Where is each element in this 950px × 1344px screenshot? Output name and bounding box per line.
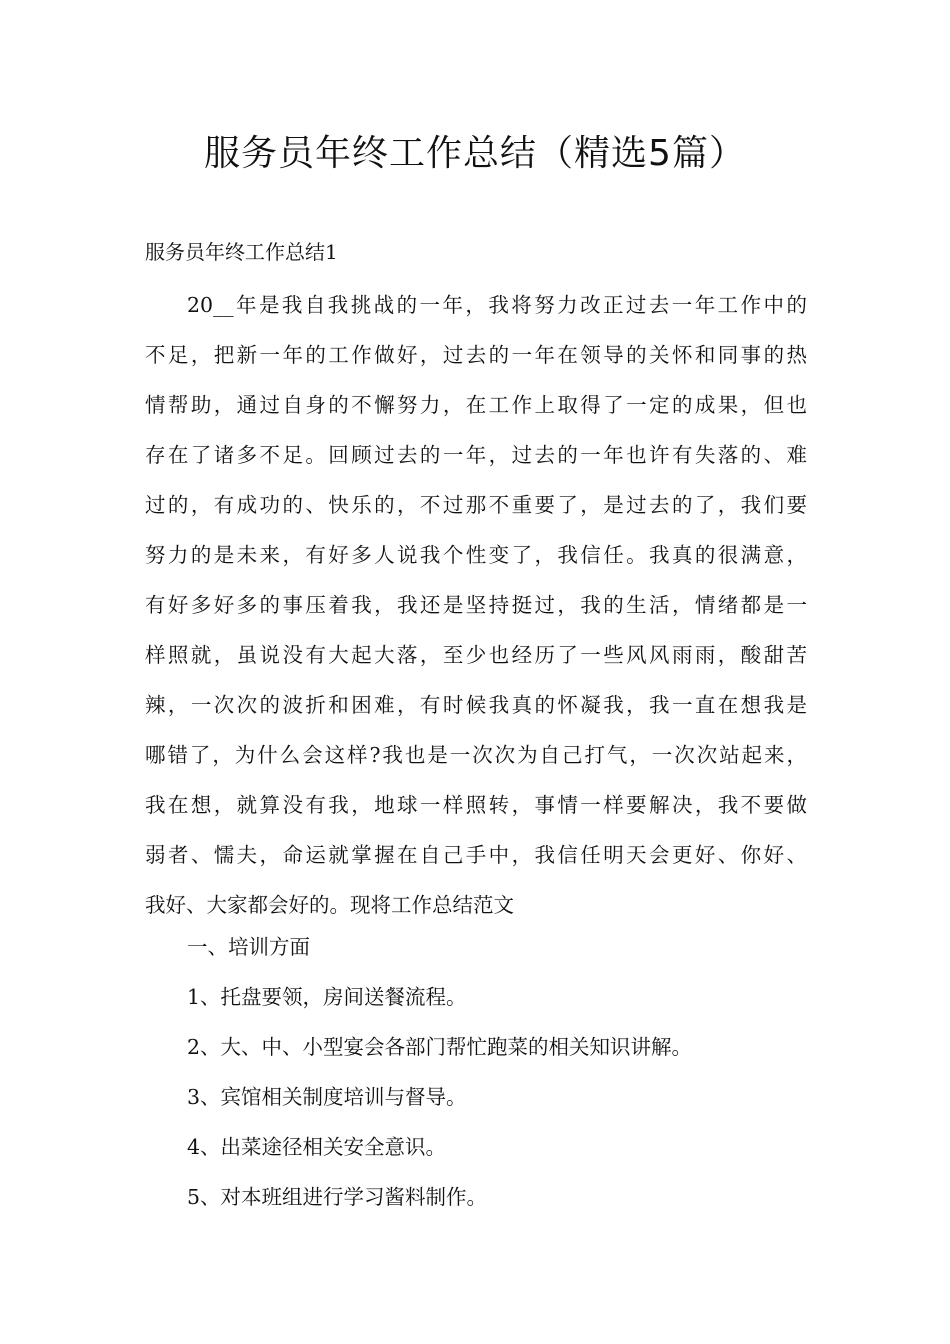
document-title: 服务员年终工作总结（精选5篇） <box>204 133 746 174</box>
list-item: 1、托盘要领，房间送餐流程。 <box>187 985 467 1009</box>
paragraph-body <box>145 280 807 930</box>
paragraph-line: 我好、大家都会好的。现将工作总结范文 <box>145 893 514 917</box>
paragraph-line: 努力的是未来，有好多人说我个性变了，我信任。我真的很满意， <box>145 543 807 567</box>
paragraph-line: 情帮助，通过自身的不懈努力，在工作上取得了一定的成果，但也 <box>145 393 807 417</box>
paragraph-line: 过的，有成功的、快乐的，不过那不重要了，是过去的了，我们要 <box>145 493 807 517</box>
paragraph-line: 20__年是我自我挑战的一年，我将努力改正过去一年工作中的 <box>187 293 807 317</box>
list-item: 4、出菜途径相关安全意识。 <box>187 1135 447 1159</box>
list-item: 2、大、中、小型宴会各部门帮忙跑菜的相关知识讲解。 <box>187 1035 693 1059</box>
paragraph-line: 不足，把新一年的工作做好，过去的一年在领导的关怀和同事的热 <box>145 343 807 367</box>
paragraph-line: 我在想，就算没有我，地球一样照转，事情一样要解决，我不要做 <box>145 793 807 817</box>
list-item: 3、宾馆相关制度培训与督导。 <box>187 1085 467 1109</box>
paragraph-line: 存在了诸多不足。回顾过去的一年，过去的一年也许有失落的、难 <box>145 443 807 467</box>
section-heading: 服务员年终工作总结1 <box>145 240 338 264</box>
paragraph-line: 哪错了，为什么会这样?我也是一次次为自己打气，一次次站起来， <box>145 743 807 767</box>
paragraph-line: 辣，一次次的波折和困难，有时候我真的怀凝我，我一直在想我是 <box>145 693 807 717</box>
subsection-heading: 一、培训方面 <box>187 935 310 959</box>
paragraph-line: 样照就，虽说没有大起大落，至少也经历了一些风风雨雨，酸甜苦 <box>145 643 807 667</box>
paragraph-line: 弱者、懦夫，命运就掌握在自己手中，我信任明天会更好、你好、 <box>145 843 807 867</box>
paragraph-line: 有好多好多的事压着我，我还是坚持挺过，我的生活，情绪都是一 <box>145 593 807 617</box>
list-item: 5、对本班组进行学习酱料制作。 <box>187 1185 488 1209</box>
